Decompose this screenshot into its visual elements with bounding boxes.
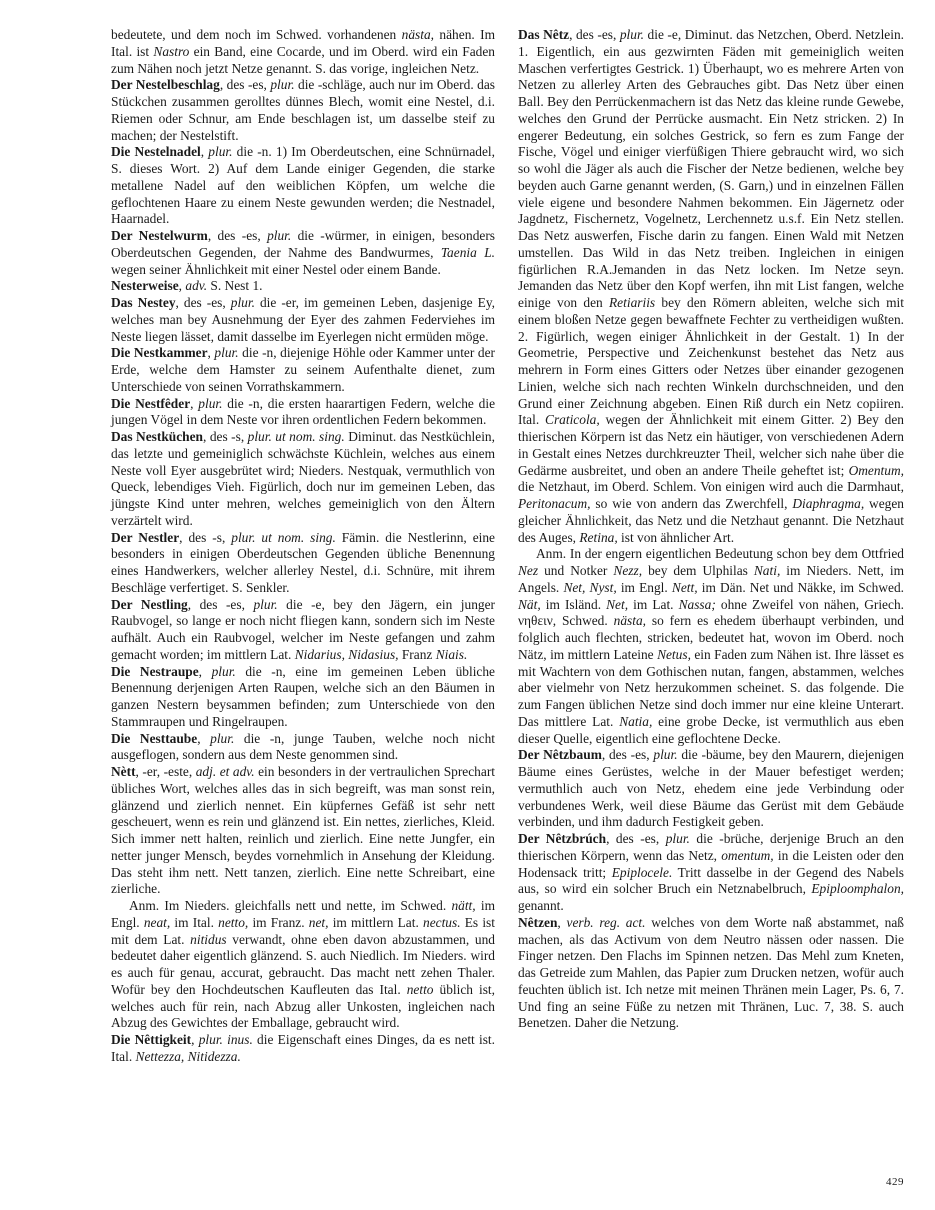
italic-term: netto <box>406 981 434 997</box>
entry-text: , des -es, <box>219 77 271 93</box>
entry-text: die -brüche, derjenige Bruch an den thierischen Körpern, wenn das Netz, <box>518 831 904 863</box>
headword: Nêtzen <box>518 914 558 930</box>
dictionary-entry <box>111 295 495 345</box>
entry-text: verwandt, ohne eben davon abzustammen, und bedeutet daher eigentlich glänzend. S. auch Niedlich. Im Nieders. wird es auch für genau, accurat, gebraucht. Das macht nett zehen Thaler. Wofür bey den Hochdeutschen Kaufleuten das Ital. <box>111 931 495 997</box>
headword: Das Nestey <box>111 295 176 310</box>
entry-text: die -n, junge Tauben, welche noch nicht ausgeflogen, sondern aus dem Neste genommen sind. <box>111 730 495 763</box>
italic-term: nätt, <box>451 898 476 913</box>
entry-text: ohne Zweifel von nähen, Griech. νηθειν, Schwed. <box>518 596 904 629</box>
entry-text: , <box>200 144 209 160</box>
headword: Die Nestraupe <box>111 663 199 679</box>
entry-text: , des -es, <box>601 747 654 763</box>
italic-term: Netus, <box>657 646 691 662</box>
entry-text: genannt. <box>518 898 564 913</box>
entry-text: , des -s, <box>179 529 232 545</box>
entry-text: , des -s, <box>203 429 248 444</box>
italic-term: Nidarius, Nidasius, <box>294 646 399 662</box>
annotation-paragraph <box>518 546 904 747</box>
page-number: 429 <box>886 1176 904 1188</box>
headword: Die Nestelnadel <box>111 144 201 160</box>
entry-text: Anm. In der engern eigentlichen Bedeutung schon bey dem Ottfried <box>536 546 904 562</box>
entry-text: Fämin. die Nestlerinn, eine besonders in einigen Oberdeutschen Gegenden übliche Benennung eines Handwerkers, welcher allerley Nestel, d.i. Schnüre, mit ihrem Beschläge verfertiget. S. Senkler. <box>111 529 495 595</box>
italic-term: net, <box>308 914 329 930</box>
entry-text: im Franz. <box>248 914 309 930</box>
dictionary-entry <box>111 27 495 77</box>
dictionary-entry <box>518 747 904 831</box>
entry-text: die Netzhaut, im Oberd. Schlem. Von einigen wird auch die Darmhaut, <box>518 479 904 495</box>
headword: Das Nêtz <box>518 27 570 42</box>
italic-term: plur. ut nom. sing. <box>231 529 336 545</box>
entry-text: üblich ist, welches auch für rein, nach Abzug aller Unkosten, ingleichen nach Abzug des Gewichtes der Emballage, gebraucht wird. <box>111 981 495 1031</box>
italic-term: Nezz, <box>613 563 643 578</box>
dictionary-entry <box>111 278 495 295</box>
italic-term: Net, Nyst, <box>563 579 617 595</box>
headword: Der Nêtzbrúch <box>518 831 607 846</box>
italic-term: Epiploomphalon, <box>811 881 904 897</box>
italic-term: Craticola, <box>545 412 600 428</box>
entry-text: die -würmer, in einigen, besonders Oberdeutschen Gegenden, der Nahme des Bandwurmes, <box>111 228 496 260</box>
entry-text: die -n, diejenige Höhle oder Kammer unter der Erde, welche dem Hamster zu seinem Aufenthalte dienet, zum Unterschiede von seinen Vorrathskammern. <box>111 345 495 394</box>
headword: Das Nestküchen <box>111 429 204 444</box>
italic-term: Net, <box>606 596 629 612</box>
entry-text: eine grobe Decke, ist vermuthlich aus eben dieser Quelle, eigentlich eine geflochtene Decke. <box>518 713 904 746</box>
dictionary-entry <box>111 1032 495 1066</box>
entry-text: , <box>198 663 212 679</box>
italic-term: adv. <box>185 278 208 294</box>
entry-text: Diminut. das Nestküchlein, das letzte und gemeiniglich schwächste Küchlein, welches aus einem Neste voll Eyer ausgebrütet wird; Nieders. Nestquak, vermuthlich von Queck, lebendiges Vieh. Figürlich, doch nur im gemeinen Leben, das jüngste Kind unter mehren, welches gemeiniglich von den Ältern verzärtelt wird. <box>111 429 495 528</box>
entry-text: im mittlern Lat. <box>328 914 423 930</box>
headword: Die Nestkammer <box>111 345 208 361</box>
italic-term: Niais. <box>435 646 468 662</box>
entry-text: , <box>557 914 567 930</box>
entry-text: in die Leisten oder den Hodensack tritt; <box>518 847 904 880</box>
italic-term: Peritonacum, <box>518 496 591 511</box>
italic-term: plur. <box>211 663 236 679</box>
entry-text: im Engl. <box>111 898 496 930</box>
dictionary-entry <box>111 664 495 731</box>
italic-term: plur. <box>653 747 678 763</box>
entry-text: im Engl. <box>616 579 672 595</box>
entry-text: die -bäume, bey den Maurern, diejenigen Bäume eines Gerüstes, welche in der Mauer befestiget werden; vermuthlich auch von Netz, ehedem eine jede Verbindung oder verbundenes Werk, weil diese Bäume das Gerüst mit dem Gebäude verbinden, und ihm dadurch Festigkeit geben. <box>518 747 904 830</box>
headword: Die Nesttaube <box>111 730 198 746</box>
dictionary-entry <box>111 144 495 228</box>
entry-text: ein Band, eine Cocarde, und im Oberd. wird ein Faden zum Nähen noch jetzt Netze genannt. S. das vorige, ingleichen Netz. <box>111 43 495 76</box>
italic-term: plur. ut nom. sing. <box>247 429 345 444</box>
entry-text: im Nieders. Nett, im Angels. <box>518 563 905 595</box>
italic-term: Nassa; <box>678 596 716 612</box>
entry-text: Es ist mit dem Lat. <box>111 914 495 947</box>
italic-term: plur. <box>267 228 292 243</box>
italic-term: Nez <box>518 563 539 578</box>
italic-term: nästa, <box>613 613 646 629</box>
dictionary-entry <box>518 831 904 915</box>
italic-term: adj. et adv. <box>195 764 255 779</box>
italic-term: Taenia L. <box>440 244 495 260</box>
right-column <box>518 27 904 1032</box>
italic-term: plur. <box>619 27 645 42</box>
entry-text: , des -es, <box>187 596 254 612</box>
entry-text: , des -es, <box>207 228 268 243</box>
italic-term: netto, <box>218 914 249 930</box>
entry-text: ist von ähnlicher Art. <box>617 529 735 545</box>
entry-text: im Dän. Net und Näkke, im Schwed. <box>697 579 904 595</box>
dictionary-entry <box>111 77 495 144</box>
entry-text: , <box>190 395 199 411</box>
entry-text: im Ital. <box>170 914 219 930</box>
entry-text: wegen seiner Ähnlichkeit mit einer Nestel oder einem Bande. <box>111 261 441 277</box>
italic-term: Omentum, <box>848 462 904 478</box>
entry-text: , <box>178 278 186 294</box>
annotation-paragraph <box>111 898 495 1032</box>
italic-term: Epiplocele. <box>611 864 673 880</box>
entry-text: im Lat. <box>628 596 679 612</box>
entry-text: , des -es, <box>175 295 231 310</box>
headword: Die Nestfêder <box>111 395 191 411</box>
italic-term: nectus. <box>423 914 461 930</box>
entry-text: welches von dem Worte naß abstammet, naß machen, als das Activum von dem Neutro nässen oder nassen. Die Finger netzen. Den Flachs im Spinnen netzen. Das Mehl zum Kneten, das Getreide zum Mahlen, das Papier zum Drucken netzen, wofür auch feuchten üblich ist. Ich netze mit meinen Thränen mein Lager, Ps. 6, 7. Und fing an seine Füße zu netzen mit Thränen, Luc. 7, 38. S. auch Benetzen. Daher die Netzung. <box>518 914 904 1031</box>
italic-term: plur. <box>214 345 239 361</box>
dictionary-entry <box>111 764 495 898</box>
italic-term: plur. inus. <box>198 1032 253 1047</box>
entry-text: die Eigenschaft eines Dinges, da es nett ist. Ital. <box>111 1032 495 1064</box>
entry-text: so wie von andern das Zwerchfell, <box>590 496 793 511</box>
italic-term: Nastro <box>153 43 190 59</box>
italic-term: Nett, <box>671 579 698 595</box>
dictionary-entry <box>111 530 495 597</box>
entry-text: die -er, im gemeinen Leben, dasjenige Ey, welches man bey Ausnehmung der Eyer des zahmen Federviehes im Neste liegen lässet, damit dasselbe im Eyerlegen nicht ermüden möge. <box>111 295 495 344</box>
entry-text: bedeutete, und dem noch im Schwed. vorhandenen <box>111 27 402 42</box>
entry-text: die -n, die ersten haarartigen Federn, welche die jungen Vögel in dem Neste vor ihren ordentlichen Federn bekommen. <box>111 395 496 428</box>
headword: Der Nestling <box>111 596 188 612</box>
left-column <box>111 27 495 1066</box>
italic-term: Diaphragma, <box>792 496 865 511</box>
entry-text: , <box>207 345 215 361</box>
entry-text: und Notker <box>538 563 614 578</box>
italic-term: plur. <box>253 596 278 612</box>
entry-text: die -schläge, auch nur im Oberd. das Stückchen zusammen gerolltes dünnes Blech, womit eine Nestel, d.i. Riemen oder Schnur, am Ende beschlagen ist, um dasselbe steif zu machen; der Nestelstift. <box>111 77 495 143</box>
italic-term: Natia, <box>619 713 653 729</box>
italic-term: Nati, <box>753 563 781 578</box>
italic-term: plur. <box>208 144 233 160</box>
dictionary-entry <box>111 731 495 765</box>
italic-term: plur. <box>210 730 235 746</box>
entry-text: , des -es, <box>569 27 620 42</box>
headword: Die Nêttigkeit <box>111 1032 192 1047</box>
entry-text: die -n, eine im gemeinen Leben übliche Benennung derjenigen Arten Raupen, welche sich an den Bäumen in ganzen Nestern beysammen befinden; zum Unterschiede von den Stammraupen und Ringelraupen. <box>111 663 495 729</box>
dictionary-entry <box>111 597 495 664</box>
dictionary-entry <box>111 345 495 395</box>
entry-text: bey den Römern ableiten, welche sich mit einem bloßen Netze gegen bewaffnete Fechter zu vertheidigen wußten. 2. Figürlich, wegen einiger Ähnlichkeit in der Gestalt. 1) In der Geometrie, Perspective und Zeichenkunst bestehet das Netz aus mehrern in Form eines Gitters oder Netzes über einander gezogenen Linien, welche sich nach rechten Winkeln durchschneiden, und den Grund einer Zeichnung abgeben. Einen Riß durch ein Netz copiiren. Ital. <box>518 295 904 428</box>
italic-term: plur. <box>270 77 295 93</box>
entry-text: die -e, Diminut. das Netzchen, Oberd. Netzlein. 1. Eigentlich, ein aus gezwirnten Fäden mit gemeiniglich weiten Maschen verfertigtes Gestrick. 1) Überhaupt, wo es mehrere Arten von Netzen zu allerley Arten des Gebrauches gibt. Das Netz über einen Ball. Bey den Perrückenmachern ist das Netz das kleine runde Gewebe, welches den Grund der Perrücke ausmacht. Ein Netz stricken. 2) In engerer Bedeutung, ein solches Gestrick, so fern es zum Fange der Fische, Vögel und einiger vierfüßigen Thiere gebraucht wird, wo sich so wohl die Jäger als auch die Fischer der Netze bedienen, welche bey beyden auch Garne genannt werden, (S. Garn,) und in einzelnen Fällen viele eigene und besondere Nahmen bekommen. Ein Jägernetz oder Jagdnetz, Fischernetz, Vogelnetz, Lerchennetz u.s.f. Ein Netz stellen. Das Netz auswerfen, Fische darin zu fangen. Einen Wald mit Netzen umstellen. Das Wild in das Netz treiben. Ingleichen in einigen figürlichen R.A.Jemanden in das Netz locken. Im Netze seyn. Jemanden das Netz über den Kopf werfen, ihn mit List fangen, welche einige von den <box>518 27 905 310</box>
italic-term: Nettezza, Nitidezza. <box>135 1048 241 1064</box>
headword: Der Nêtzbaum <box>518 747 602 763</box>
dictionary-entry <box>111 228 495 278</box>
entry-text: Franz <box>398 646 436 662</box>
entry-text: , -er, -este, <box>135 764 196 779</box>
dictionary-entry <box>518 915 904 1032</box>
entry-text: nähen. Im Ital. ist <box>111 27 496 59</box>
italic-term: Nät, <box>518 596 541 612</box>
entry-text: , <box>191 1032 199 1047</box>
dictionary-entry <box>518 27 904 546</box>
entry-text: wegen der Ähnlichkeit mit einem Gitter. 2) Bey den thierischen Körpern ist das Netz ein häutiger, von verschiedenen Adern in Gestalt eines Netzes durchkreuzter Theil, welcher sich nahe über die Gedärme ausbreitet, und oben an andere Theile geheftet ist; <box>518 412 904 478</box>
headword: Der Nestelbeschlag <box>111 77 220 93</box>
italic-term: plur. <box>198 395 223 411</box>
entry-text: , des -es, <box>606 831 666 846</box>
entry-text: ein Faden zum Nähen ist. Ihre lässet es mit Wachtern von dem Gothischen nutan, fangen, abstammen, welches aber vielmehr von Netz herzukommen scheinet. S. das folgende. Die zum Fangen üblichen Netze sind doch immer nur eine kleine Unterart. Das mittlere Lat. <box>518 646 904 729</box>
headword: Nètt <box>111 764 136 779</box>
entry-text: wegen gleicher Ähnlichkeit, das Netz und die Netzhaut genannt. Die Netzhaut des Auges, <box>518 496 904 545</box>
entry-text: ein besonders in der vertraulichen Sprechart übliches Wort, welches alles das in sich begreift, was man sonst rein, glänzend und zierlich nennet. Ein küpfernes Gefäß ist sehr nett gescheuert, wenn es rein und glänzend ist. Ein nettes, zierliches, Kleid. Sich immer nett halten, reinlich und zierlich. Eine nette Jungfer, ein netter junger Mensch, beydes vornehmlich in Ansehung der Kleidung. Das steht ihm nett. Nett tanzen, zierlich. Eine nette Schreibart, eine zierliche. <box>111 764 495 897</box>
italic-term: verb. reg. act. <box>566 914 646 930</box>
headword: Nesterweise <box>111 278 179 294</box>
italic-term: Retina, <box>579 529 618 545</box>
entry-text: die -n. 1) Im Oberdeutschen, eine Schnürnadel, S. dieses Wort. 2) Auf dem Lande einiger Gegenden, die starke metallene Nadel auf den weiblichen Köpfen, um welche die geflochtenen Haare zu einem Neste gewunden werden; die Nestnadel, Haarnadel. <box>111 144 495 227</box>
entry-text: die -e, bey den Jägern, ein junger Raubvogel, so lange er noch nicht fliegen kann, sondern sich im Neste aufhält. Auch ein Raubvogel, welcher im Neste gefangen und zahm gemacht worden; im mittlern Lat. <box>111 596 496 662</box>
italic-term: plur. <box>230 295 255 310</box>
entry-text: bey dem Ulphilas <box>642 563 754 578</box>
dictionary-entry <box>111 396 495 430</box>
headword: Der Nestler <box>111 529 180 545</box>
italic-term: plur. <box>665 831 690 846</box>
entry-text: , <box>197 730 211 746</box>
entry-text: im Isländ. <box>540 596 607 612</box>
italic-term: nitidus <box>190 931 227 947</box>
italic-term: nästa, <box>401 27 435 42</box>
dictionary-entry <box>111 429 495 530</box>
italic-term: neat, <box>143 914 171 930</box>
entry-text: so fern es ehedem überhaupt verbinden, und folglich auch flechten, stricken, bedeutet hat, wovon im Oberd. noch Nätz, im mittlern Lateine <box>518 613 904 662</box>
entry-text: Tritt dasselbe in der Gegend des Nabels aus, so wird ein solcher Bruch ein Netznabelbruch, <box>518 864 905 897</box>
entry-text: Anm. Im Nieders. gleichfalls nett und nette, im Schwed. <box>129 898 452 913</box>
headword: Der Nestelwurm <box>111 228 208 243</box>
entry-text: S. Nest 1. <box>207 278 263 294</box>
italic-term: omentum, <box>721 847 774 863</box>
italic-term: Retiariis <box>609 295 656 310</box>
